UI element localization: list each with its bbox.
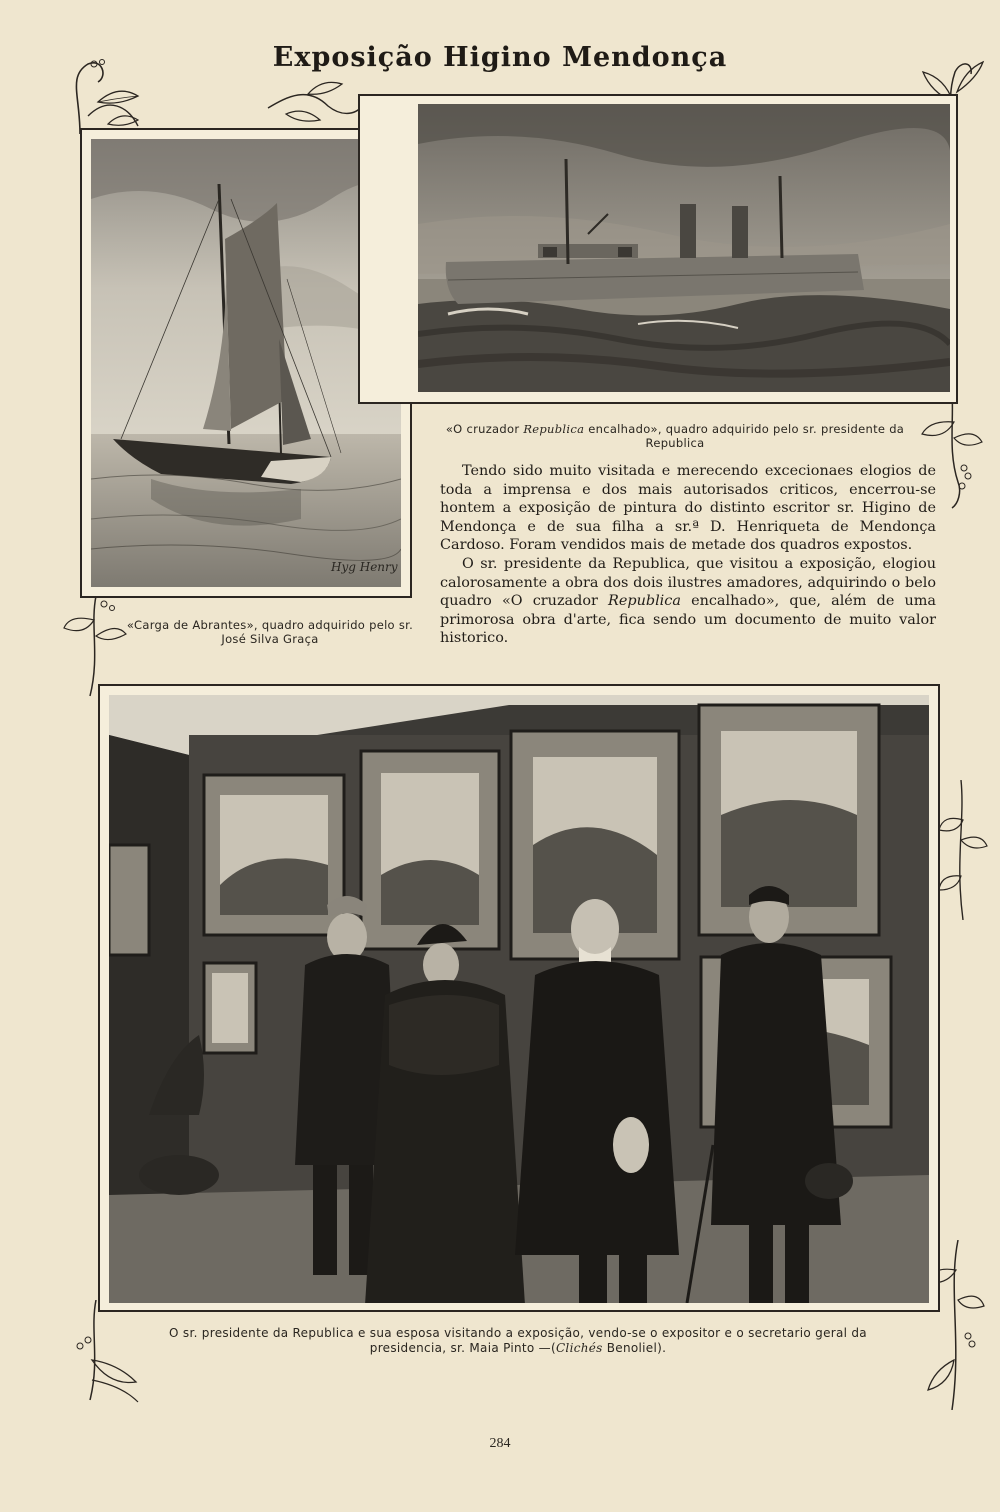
gallery-caption-main: O sr. presidente da Republica e sua esposa visitando a exposição, vendo-se o expositor e o secretario geral da presidencia, sr. Maia Pinto —( <box>169 1326 867 1355</box>
gallery-photograph <box>109 695 929 1303</box>
cruiser-caption-prefix: «O cruzador <box>445 422 524 436</box>
cruiser-painting <box>418 104 950 392</box>
cruiser-caption <box>432 422 918 450</box>
article-paragraph-2-italic: Republica <box>608 593 681 610</box>
gallery-caption-end: Benoliel). <box>602 1341 667 1355</box>
page-title: Exposição Higino Mendonça <box>272 42 728 73</box>
gallery-photo-frame <box>98 684 940 1312</box>
gallery-caption-italic: Clichés <box>555 1341 603 1355</box>
sailboat-painting <box>91 139 401 587</box>
article-paragraph-2-end: encalhado», que, além de uma primorosa obra d'arte, fica sendo um documento de muito valor historico. <box>440 593 936 647</box>
article-paragraph-2 <box>440 555 936 648</box>
gallery-caption <box>140 1326 896 1356</box>
cruiser-painting-frame <box>358 94 958 404</box>
article-body <box>440 462 936 648</box>
painting-signature: Hyg Henry <box>331 560 398 574</box>
article-paragraph-1: Tendo sido muito visitada e merecendo excecionaes elogios de toda a imprensa e dos mais autorisados criticos, encerrou-se hontem a exposição de pintura do distinto escritor sr. Higino de Mendonça e de sua filha a sr.ª D. Henriqueta de Mendonça Cardoso. Foram vendidos mais de metade dos quadros expostos. <box>440 463 936 554</box>
floral-ornament-top-left <box>58 56 368 136</box>
cruiser-caption-suffix: encalhado», quadro adquirido pelo sr. presidente da Republica <box>584 422 905 450</box>
article-paragraph-2-start: O sr. presidente da Republica, que visitou a exposição, elogiou calorosamente a obra dos dois ilustres amadores, adquirindo o belo quadro «O cruzador <box>440 555 936 610</box>
cruiser-caption-italic: Republica <box>523 422 585 436</box>
page-number: 284 <box>489 1436 511 1451</box>
sailboat-caption: «Carga de Abrantes», quadro adquirido pelo sr. José Silva Graça <box>126 618 414 646</box>
floral-ornament-right-lower <box>935 780 990 920</box>
